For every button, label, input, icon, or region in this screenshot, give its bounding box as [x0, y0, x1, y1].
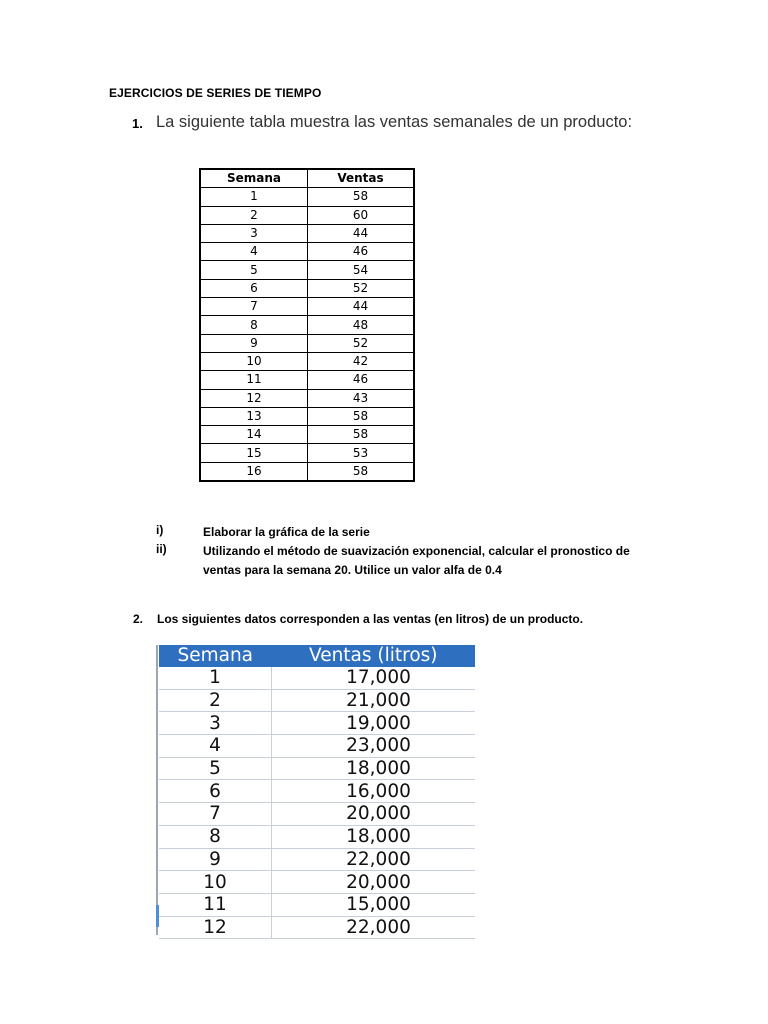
table-row — [159, 712, 475, 735]
sales-cell: 44 — [308, 298, 415, 316]
page-title: EJERCICIOS DE SERIES DE TIEMPO — [109, 86, 322, 100]
week-cell: 1 — [200, 188, 308, 206]
table-left-border — [156, 645, 158, 935]
sales-cell: 46 — [308, 371, 415, 389]
sales-cell: 20,000 — [272, 803, 476, 826]
week-cell: 4 — [159, 735, 272, 758]
table-row — [200, 243, 414, 261]
table-row — [159, 803, 475, 826]
week-cell: 15 — [200, 444, 308, 462]
table-row — [159, 735, 475, 758]
table-row — [200, 389, 414, 407]
sales-cell: 43 — [308, 389, 415, 407]
sales-cell: 54 — [308, 261, 415, 279]
question-2-number: 2. — [133, 612, 144, 626]
week-cell: 6 — [200, 279, 308, 297]
week-cell: 11 — [200, 371, 308, 389]
table-row — [159, 780, 475, 803]
week-cell: 3 — [200, 224, 308, 242]
table-row — [200, 426, 414, 444]
sales-cell: 21,000 — [272, 689, 476, 712]
table-row — [200, 188, 414, 206]
week-cell: 7 — [200, 298, 308, 316]
item-text: Elaborar la gráfica de la serie — [203, 525, 370, 539]
week-cell: 2 — [200, 206, 308, 224]
table-row — [200, 316, 414, 334]
sales-cell: 58 — [308, 188, 415, 206]
table-row — [200, 371, 414, 389]
table-row — [159, 757, 475, 780]
week-cell: 10 — [200, 352, 308, 370]
question-2-text: Los siguientes datos corresponden a las ventas (en litros) de un producto. — [157, 612, 584, 626]
week-cell: 8 — [159, 825, 272, 848]
item-label: i) — [156, 523, 164, 537]
week-cell: 12 — [200, 389, 308, 407]
table-row — [200, 334, 414, 352]
table-header-row — [159, 645, 475, 667]
week-cell: 5 — [200, 261, 308, 279]
table-row — [159, 916, 475, 939]
column-header-semana: Semana — [200, 169, 308, 188]
week-cell: 14 — [200, 426, 308, 444]
table-row — [200, 224, 414, 242]
table-row — [159, 871, 475, 894]
week-cell: 3 — [159, 712, 272, 735]
week-cell: 2 — [159, 689, 272, 712]
sales-cell: 42 — [308, 352, 415, 370]
sales-cell: 48 — [308, 316, 415, 334]
table-row — [200, 206, 414, 224]
table-row — [200, 462, 414, 481]
week-cell: 5 — [159, 757, 272, 780]
table-row — [200, 261, 414, 279]
table-row — [200, 279, 414, 297]
sales-cell: 22,000 — [272, 916, 476, 939]
week-cell: 10 — [159, 871, 272, 894]
weekly-sales-table — [199, 168, 415, 482]
week-cell: 12 — [159, 916, 272, 939]
liters-sales-table-image — [156, 645, 476, 938]
week-cell: 8 — [200, 316, 308, 334]
table-row — [159, 893, 475, 916]
week-cell: 6 — [159, 780, 272, 803]
sales-cell: 58 — [308, 407, 415, 425]
item-text: Utilizando el método de suavización exponencial, calcular el pronostico de ventas para la semana 20. Utilice un valor alfa de 0.4 — [203, 544, 630, 577]
sales-cell: 52 — [308, 334, 415, 352]
week-cell: 4 — [200, 243, 308, 261]
column-header-ventas: Ventas — [308, 169, 415, 188]
sales-cell: 58 — [308, 462, 415, 481]
sales-cell: 44 — [308, 224, 415, 242]
week-cell: 1 — [159, 667, 272, 689]
sales-cell: 20,000 — [272, 871, 476, 894]
table-row — [200, 352, 414, 370]
table-row — [200, 407, 414, 425]
sales-cell: 23,000 — [272, 735, 476, 758]
item-label: ii) — [156, 542, 167, 556]
week-cell: 13 — [200, 407, 308, 425]
sales-cell: 58 — [308, 426, 415, 444]
sales-cell: 60 — [308, 206, 415, 224]
sales-cell: 22,000 — [272, 848, 476, 871]
week-cell: 16 — [200, 462, 308, 481]
table-header-row — [200, 169, 414, 188]
week-cell: 9 — [200, 334, 308, 352]
sales-cell: 18,000 — [272, 825, 476, 848]
sales-cell: 19,000 — [272, 712, 476, 735]
question-1-text: La siguiente tabla muestra las ventas semanales de un producto: — [156, 113, 633, 131]
sales-cell: 53 — [308, 444, 415, 462]
table-row — [200, 298, 414, 316]
sales-cell: 46 — [308, 243, 415, 261]
sales-cell: 18,000 — [272, 757, 476, 780]
sales-cell: 15,000 — [272, 893, 476, 916]
column-header-ventas-litros: Ventas (litros) — [272, 645, 476, 667]
table-row — [200, 444, 414, 462]
question-1-number: 1. — [132, 116, 143, 131]
table-row — [159, 825, 475, 848]
sales-cell: 17,000 — [272, 667, 476, 689]
table-row — [159, 667, 475, 689]
table-row — [159, 689, 475, 712]
table-row — [159, 848, 475, 871]
week-cell: 9 — [159, 848, 272, 871]
week-cell: 11 — [159, 893, 272, 916]
sales-cell: 16,000 — [272, 780, 476, 803]
week-cell: 7 — [159, 803, 272, 826]
sales-cell: 52 — [308, 279, 415, 297]
liters-sales-table — [159, 645, 475, 939]
column-header-semana: Semana — [159, 645, 272, 667]
